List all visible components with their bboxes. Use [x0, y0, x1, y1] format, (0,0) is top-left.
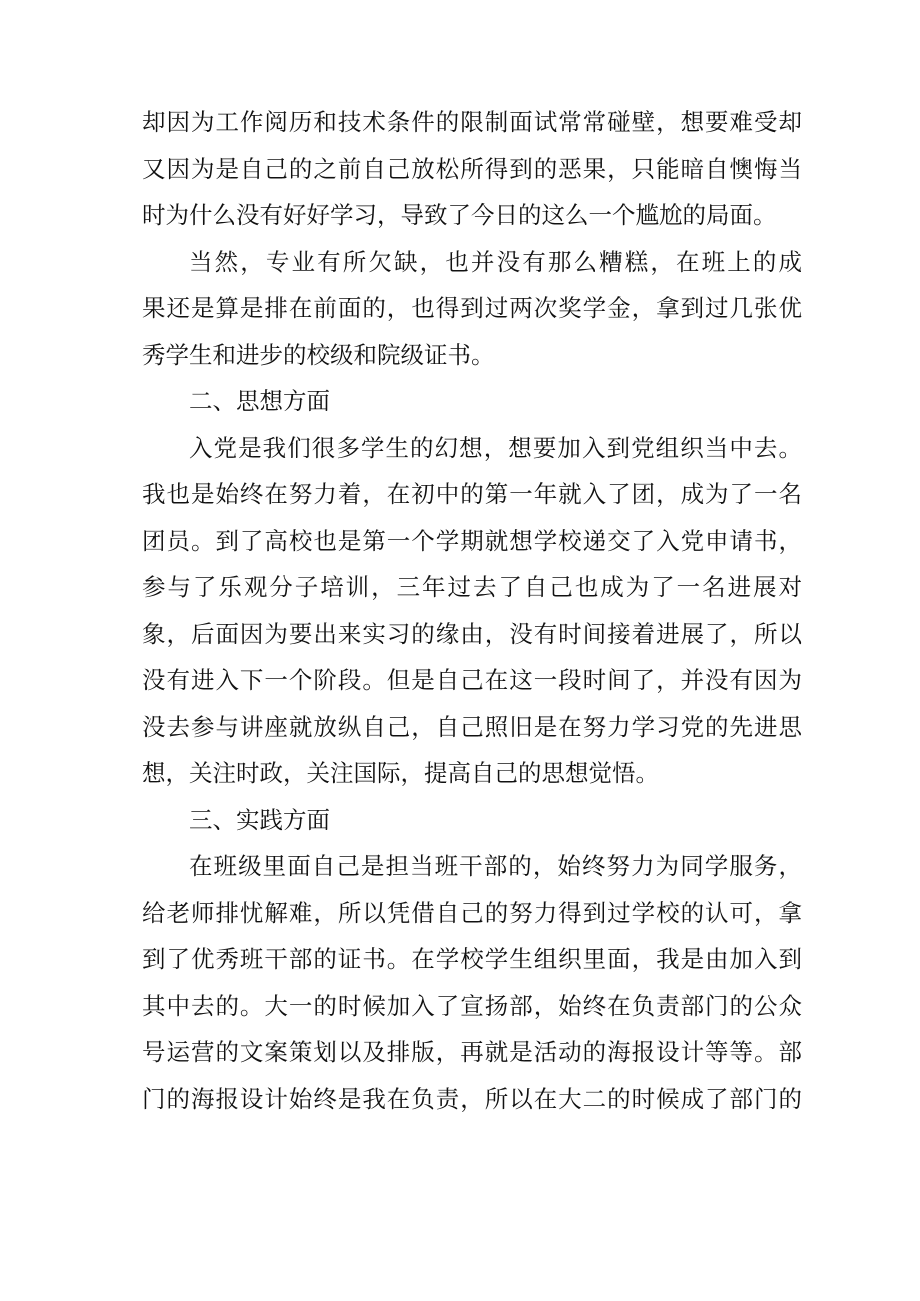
- text-line: 没有进入下一个阶段。但是自己在这一段时间了，并没有因为: [142, 666, 802, 694]
- text-line: 参与了乐观分子培训，三年过去了自己也成为了一名进展对: [142, 573, 802, 601]
- text-line: 我也是始终在努力着，在初中的第一年就入了团，成为了一名: [142, 480, 802, 508]
- paragraph: [142, 425, 802, 797]
- paragraph: [142, 239, 802, 379]
- document-page: [142, 99, 802, 1122]
- text-line: 秀学生和进步的校级和院级证书。: [142, 340, 495, 369]
- text-line: 到了优秀班干部的证书。在学校学生组织里面，我是由加入到: [142, 945, 802, 973]
- text-line: 其中去的。大一的时候加入了宣扬部，始终在负责部门的公众: [142, 991, 802, 1020]
- text-line: 门的海报设计始终是我在负责，所以在大二的时候成了部门的: [142, 1084, 802, 1113]
- text-line: 却因为工作阅历和技术条件的限制面试常常碰壁，想要难受却: [142, 108, 802, 136]
- text-line: 想，关注时政，关注国际，提高自己的思想觉悟。: [142, 759, 659, 787]
- text-line: 在班级里面自己是担当班干部的，始终努力为同学服务，: [189, 852, 802, 880]
- section-heading: 二、思想方面: [189, 387, 330, 415]
- text-line: 时为什么没有好好学习，导致了今日的这么一个尴尬的局面。: [142, 201, 777, 229]
- text-line: 给老师排忧解难，所以凭借自己的努力得到过学校的认可，拿: [142, 898, 802, 927]
- text-line: 果还是算是排在前面的，也得到过两次奖学金，拿到过几张优: [142, 294, 802, 322]
- text-line: 象，后面因为要出来实习的缘由，没有时间接着进展了，所以: [142, 619, 802, 648]
- text-line: 号运营的文案策划以及排版，再就是活动的海报设计等等。部: [142, 1038, 802, 1066]
- section-heading: 三、实践方面: [189, 805, 330, 834]
- paragraph: [142, 99, 802, 239]
- text-line: 团员。到了高校也是第一个学期就想学校递交了入党申请书，: [142, 526, 802, 555]
- text-line: 当然，专业有所欠缺，也并没有那么糟糕，在班上的成: [189, 247, 802, 276]
- text-line: 入党是我们很多学生的幻想，想要加入到党组织当中去。: [189, 433, 802, 462]
- text-line: 又因为是自己的之前自己放松所得到的恶果，只能暗自懊悔当: [142, 154, 802, 183]
- text-line: 没去参与讲座就放纵自己，自己照旧是在努力学习党的先进思: [142, 712, 802, 741]
- paragraph: [142, 843, 802, 1122]
